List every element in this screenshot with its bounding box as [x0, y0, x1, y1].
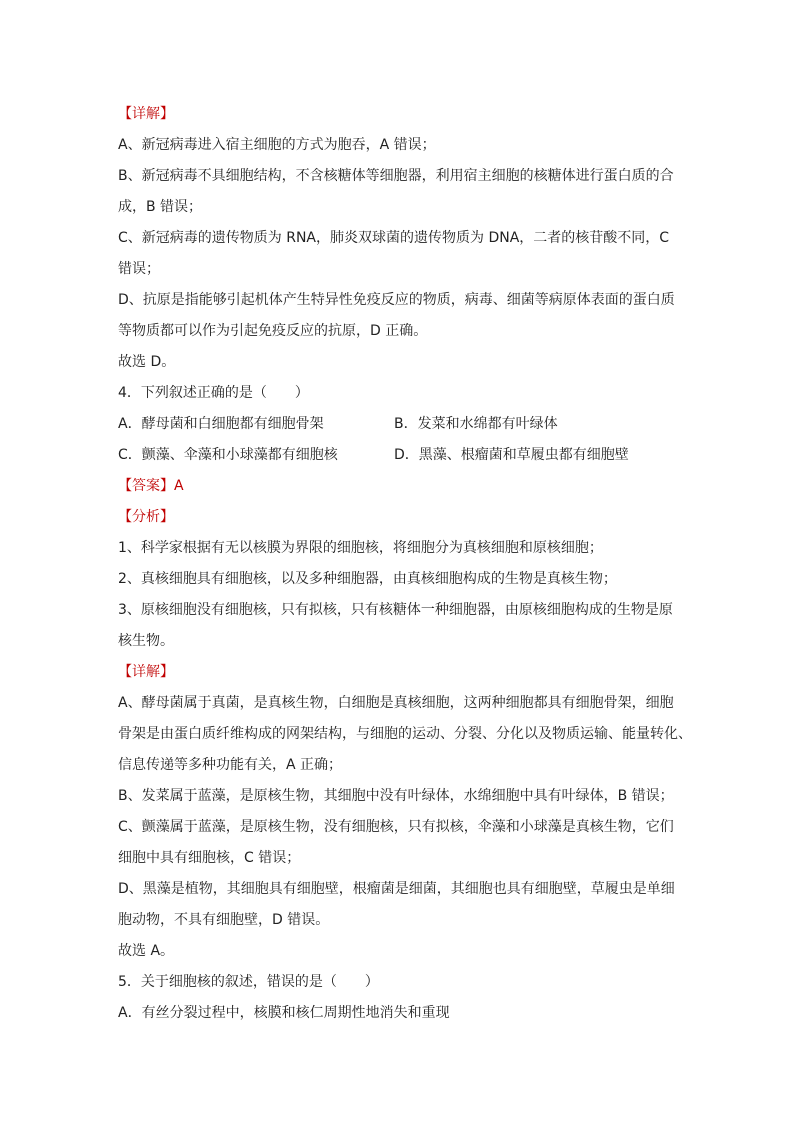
analysis-line: 2、真核细胞具有细胞核，以及多种细胞器，由真核细胞构成的生物是真核生物；	[118, 571, 617, 587]
detail-heading-1: 【详解】	[118, 106, 174, 122]
detail-line: B、发菜属于蓝藻，是原核生物，其细胞中没有叶绿体，水绵细胞中具有叶绿体，B 错误；	[118, 788, 674, 804]
question-5-stem: 5．关于细胞核的叙述，错误的是（ ）	[118, 974, 379, 990]
detail-line: D、黑藻是植物，其细胞具有细胞壁，根瘤菌是细菌，其细胞也具有细胞壁，草履虫是单细	[118, 881, 675, 897]
detail-heading-2: 【详解】	[118, 664, 174, 680]
analysis-line: 3、原核细胞没有细胞核，只有拟核，只有核糖体一种细胞器，由原核细胞构成的生物是原	[118, 602, 673, 618]
detail-line: 细胞中具有细胞核，C 错误；	[118, 850, 301, 866]
detail-line: C、颤藻属于蓝藻，是原核生物，没有细胞核，只有拟核，伞藻和小球藻是真核生物，它们	[118, 819, 674, 835]
detail-line: A、酵母菌属于真菌，是真核生物，白细胞是真核细胞，这两种细胞都具有细胞骨架，细胞	[118, 695, 674, 711]
detail-line: D、抗原是指能够引起机体产生特异性免疫反应的物质，病毒、细菌等病原体表面的蛋白质	[118, 292, 675, 308]
detail-line: 成，B 错误；	[118, 199, 203, 215]
detail-line: C、新冠病毒的遗传物质为 RNA，肺炎双球菌的遗传物质为 DNA，二者的核苷酸不同，C	[118, 230, 670, 246]
analysis-heading: 【分析】	[118, 509, 174, 525]
conclusion-line: 故选 A。	[118, 943, 175, 959]
detail-line: 错误；	[118, 261, 160, 277]
option-d: D．黑藻、根瘤菌和草履虫都有细胞壁	[394, 447, 629, 463]
detail-line: 信息传递等多种功能有关，A 正确；	[118, 757, 343, 773]
analysis-line: 1、科学家根据有无以核膜为界限的细胞核，将细胞分为真核细胞和原核细胞；	[118, 540, 603, 556]
option-b: B．发菜和水绵都有叶绿体	[394, 416, 558, 432]
option-a: A．有丝分裂过程中，核膜和核仁周期性地消失和重现	[118, 1005, 450, 1021]
option-a: A．酵母菌和白细胞都有细胞骨架	[118, 416, 324, 432]
detail-line: 骨架是由蛋白质纤维构成的网架结构，与细胞的运动、分裂、分化以及物质运输、能量转化、	[118, 726, 692, 742]
analysis-line: 核生物。	[118, 633, 174, 649]
conclusion-line: 故选 D。	[118, 354, 176, 370]
detail-line: 等物质都可以作为引起免疫反应的抗原，D 正确。	[118, 323, 428, 339]
option-c: C．颤藻、伞藻和小球藻都有细胞核	[118, 447, 338, 463]
answer-line: 【答案】A	[118, 478, 184, 494]
detail-line: B、新冠病毒不具细胞结构，不含核糖体等细胞器，利用宿主细胞的核糖体进行蛋白质的合	[118, 168, 674, 184]
question-4-stem: 4．下列叙述正确的是（ ）	[118, 385, 309, 401]
detail-line: A、新冠病毒进入宿主细胞的方式为胞吞，A 错误；	[118, 137, 436, 153]
detail-line: 胞动物，不具有细胞壁，D 错误。	[118, 912, 330, 928]
